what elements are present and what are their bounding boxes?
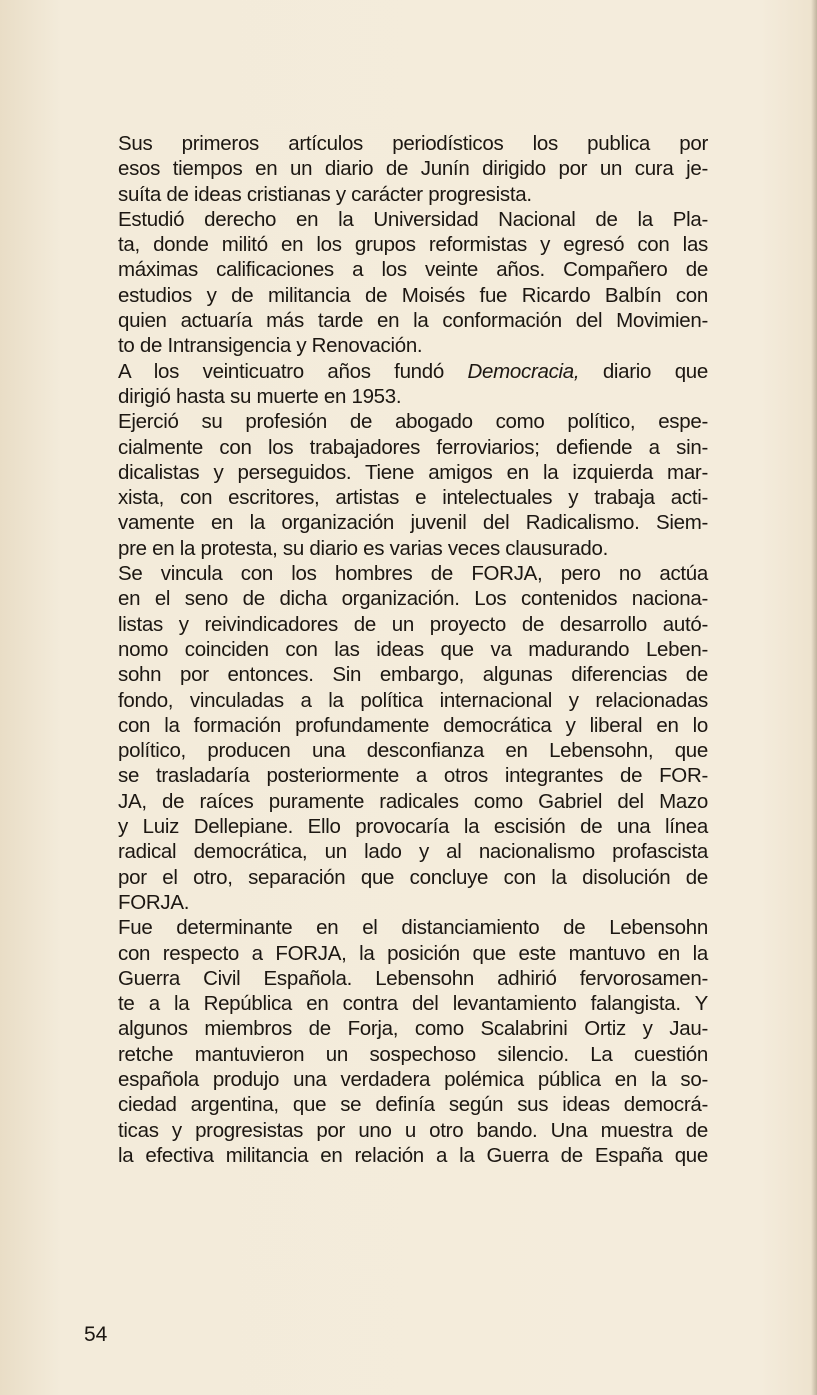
text-segment: española produjo una verdadera polémica pública en la so-: [118, 1067, 708, 1091]
text-line: [118, 232, 708, 257]
text-segment: estudios y de militancia de Moisés fue Ricardo Balbín con: [118, 283, 708, 307]
text-line: [118, 156, 708, 181]
text-line: [118, 283, 708, 308]
text-segment: to de Intransigencia y Renovación.: [118, 334, 423, 358]
text-line: [118, 586, 708, 611]
page-edge-shadow: [811, 0, 817, 1395]
text-segment: con la formación profundamente democrática y liberal en lo: [118, 713, 708, 737]
text-line: [118, 131, 708, 156]
page-number: 54: [84, 1323, 108, 1346]
text-line: [118, 460, 708, 485]
text-segment: A los veinticuatro años fundó: [118, 359, 468, 383]
text-line: [118, 1092, 708, 1117]
text-segment: en el seno de dicha organización. Los contenidos naciona-: [118, 587, 708, 611]
text-line: [118, 814, 708, 839]
text-segment: dicalistas y perseguidos. Tiene amigos en la izquierda mar-: [118, 460, 708, 484]
text-segment: fondo, vinculadas a la política internacional y relacionadas: [118, 688, 708, 712]
text-segment: pre en la protesta, su diario es varias veces clausurado.: [118, 536, 608, 560]
text-segment: y Luiz Dellepiane. Ello provocaría la escisión de una línea: [118, 815, 708, 839]
text-line: [118, 1118, 708, 1143]
text-segment: Guerra Civil Española. Lebensohn adhirió fervorosamen-: [118, 966, 708, 990]
text-segment: Se vincula con los hombres de FORJA, pero no actúa: [118, 562, 708, 586]
text-segment: algunos miembros de Forja, como Scalabrini Ortiz y Jau-: [118, 1017, 708, 1041]
text-segment: la efectiva militancia en relación a la Guerra de España que: [118, 1143, 708, 1167]
text-segment: cialmente con los trabajadores ferroviarios; defiende a sin-: [118, 435, 708, 459]
text-segment: máximas calificaciones a los veinte años. Compañero de: [118, 258, 708, 282]
text-line: [118, 384, 708, 409]
text-segment: por el otro, separación que concluye con la disolución de: [118, 865, 708, 889]
text-segment: diario que: [579, 359, 708, 383]
text-line: [118, 966, 708, 991]
body-text: [118, 131, 708, 1168]
text-line: [118, 561, 708, 586]
text-segment: quien actuaría más tarde en la conformación del Movimien-: [118, 309, 708, 333]
text-segment: te a la República en contra del levantamiento falangista. Y: [118, 992, 708, 1016]
text-line: [118, 536, 708, 561]
text-line: [118, 865, 708, 890]
text-segment: Ejerció su profesión de abogado como político, espe-: [118, 410, 708, 434]
text-segment: suíta de ideas cristianas y carácter progresista.: [118, 182, 532, 206]
text-segment: Fue determinante en el distanciamiento de Lebensohn: [118, 916, 708, 940]
text-line: [118, 359, 708, 384]
text-line: [118, 1143, 708, 1168]
text-line: [118, 789, 708, 814]
text-line: [118, 182, 708, 207]
text-line: [118, 1016, 708, 1041]
text-segment: radical democrática, un lado y al nacionalismo profascista: [118, 840, 708, 864]
text-segment: xista, con escritores, artistas e intelectuales y trabaja acti-: [118, 486, 708, 510]
text-line: [118, 1067, 708, 1092]
text-line: [118, 485, 708, 510]
text-line: [118, 941, 708, 966]
text-line: [118, 333, 708, 358]
text-segment: ciedad argentina, que se definía según sus ideas democrá-: [118, 1093, 708, 1117]
text-segment: sohn por entonces. Sin embargo, algunas diferencias de: [118, 663, 708, 687]
text-line: [118, 207, 708, 232]
text-line: [118, 915, 708, 940]
text-line: [118, 688, 708, 713]
text-segment: FORJA.: [118, 890, 190, 914]
text-line: [118, 409, 708, 434]
text-line: [118, 308, 708, 333]
text-line: [118, 637, 708, 662]
text-line: [118, 510, 708, 535]
text-line: [118, 839, 708, 864]
text-line: [118, 435, 708, 460]
text-line: [118, 257, 708, 282]
text-segment: con respecto a FORJA, la posición que este mantuvo en la: [118, 941, 708, 965]
text-line: [118, 612, 708, 637]
text-segment: listas y reivindicadores de un proyecto de desarrollo autó-: [118, 612, 708, 636]
text-segment: JA, de raíces puramente radicales como Gabriel del Mazo: [118, 789, 708, 813]
text-segment: se trasladaría posteriormente a otros integrantes de FOR-: [118, 764, 708, 788]
text-segment: ta, donde militó en los grupos reformistas y egresó con las: [118, 233, 708, 257]
text-line: [118, 763, 708, 788]
text-segment: Estudió derecho en la Universidad Nacional de la Pla-: [118, 207, 708, 231]
text-line: [118, 890, 708, 915]
text-segment: político, producen una desconfianza en Lebensohn, que: [118, 739, 708, 763]
text-segment: retche mantuvieron un sospechoso silencio. La cuestión: [118, 1042, 708, 1066]
italic-text: Democracia,: [467, 359, 580, 383]
text-line: [118, 991, 708, 1016]
text-segment: vamente en la organización juvenil del Radicalismo. Siem-: [118, 511, 708, 535]
text-line: [118, 1042, 708, 1067]
text-segment: nomo coinciden con las ideas que va madurando Leben-: [118, 637, 708, 661]
text-segment: esos tiempos en un diario de Junín dirigido por un cura je-: [118, 157, 708, 181]
text-segment: ticas y progresistas por uno u otro bando. Una muestra de: [118, 1118, 708, 1142]
text-line: [118, 738, 708, 763]
text-line: [118, 662, 708, 687]
text-segment: Sus primeros artículos periodísticos los publica por: [118, 132, 708, 155]
text-line: [118, 713, 708, 738]
text-segment: dirigió hasta su muerte en 1953.: [118, 384, 402, 408]
